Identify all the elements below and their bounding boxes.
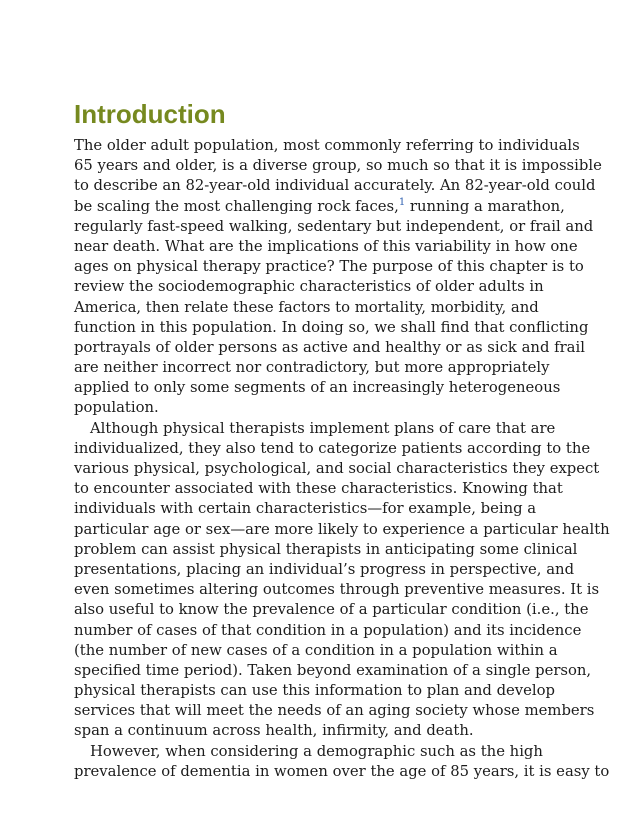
footnote-reference[interactable]: 1 <box>398 196 406 208</box>
text-line: individuals with certain characteristics—for example, being a <box>74 500 537 518</box>
text-line: function in this population. In doing so, we shall find that conflicting <box>74 318 589 336</box>
text-line: particular age or sex—are more likely to experience a particular health <box>74 520 610 538</box>
text-line: to encounter associated with these characteristics. Knowing that <box>74 480 563 498</box>
text-line: span a continuum across health, infirmity, and death. <box>74 722 474 740</box>
text-line: number of cases of that condition in a population) and its incidence <box>74 621 582 639</box>
text-line: even sometimes altering outcomes through preventive measures. It is <box>74 581 600 599</box>
paragraph-2 <box>74 419 610 742</box>
text-line: (the number of new cases of a condition in a population within a <box>74 641 558 659</box>
text-line: However, when considering a demographic such as the high <box>90 742 543 760</box>
paragraph-3 <box>74 742 610 782</box>
text-line: problem can assist physical therapists in anticipating some clinical <box>74 540 578 558</box>
text-line: ages on physical therapy practice? The purpose of this chapter is to <box>74 258 584 276</box>
text-line: population. <box>74 399 159 417</box>
text-line: prevalence of dementia in women over the age of 85 years, it is easy to <box>74 762 610 780</box>
text-line: are neither incorrect nor contradictory, but more appropriately <box>74 359 550 377</box>
text-line: 65 years and older, is a diverse group, so much so that it is impossible <box>74 157 602 175</box>
text-line: presentations, placing an individual’s progress in perspective, and <box>74 560 575 578</box>
text-line: The older adult population, most commonly referring to individuals <box>74 137 580 154</box>
text-line: also useful to know the prevalence of a particular condition (i.e., the <box>74 601 589 619</box>
text-line: regularly fast-speed walking, sedentary but independent, or frail and <box>74 217 594 235</box>
text-line: Although physical therapists implement plans of care that are <box>90 419 556 437</box>
text-segment: running a marathon, <box>405 197 565 215</box>
section-heading: Introduction <box>74 99 226 129</box>
paragraph-1 <box>74 136 602 419</box>
text-line: review the sociodemographic characteristics of older adults in <box>74 278 544 296</box>
text-line: portrayals of older persons as active and healthy or as sick and frail <box>74 338 585 356</box>
body-text <box>74 136 610 782</box>
text-line: America, then relate these factors to mortality, morbidity, and <box>74 298 539 316</box>
text-line: individualized, they also tend to categorize patients according to the <box>74 439 591 457</box>
text-line: services that will meet the needs of an aging society whose members <box>74 702 595 720</box>
text-line: specified time period). Taken beyond examination of a single person, <box>74 661 592 679</box>
text-line <box>74 197 574 217</box>
text-line: applied to only some segments of an increasingly heterogeneous <box>74 379 561 397</box>
text-line: various physical, psychological, and social characteristics they expect <box>74 460 600 477</box>
text-line: to describe an 82-year-old individual accurately. An 82-year-old could <box>74 177 596 195</box>
text-line: near death. What are the implications of this variability in how one <box>74 237 578 255</box>
text-line: physical therapists can use this information to plan and develop <box>74 682 556 700</box>
text-segment: be scaling the most challenging rock faces, <box>74 197 399 215</box>
